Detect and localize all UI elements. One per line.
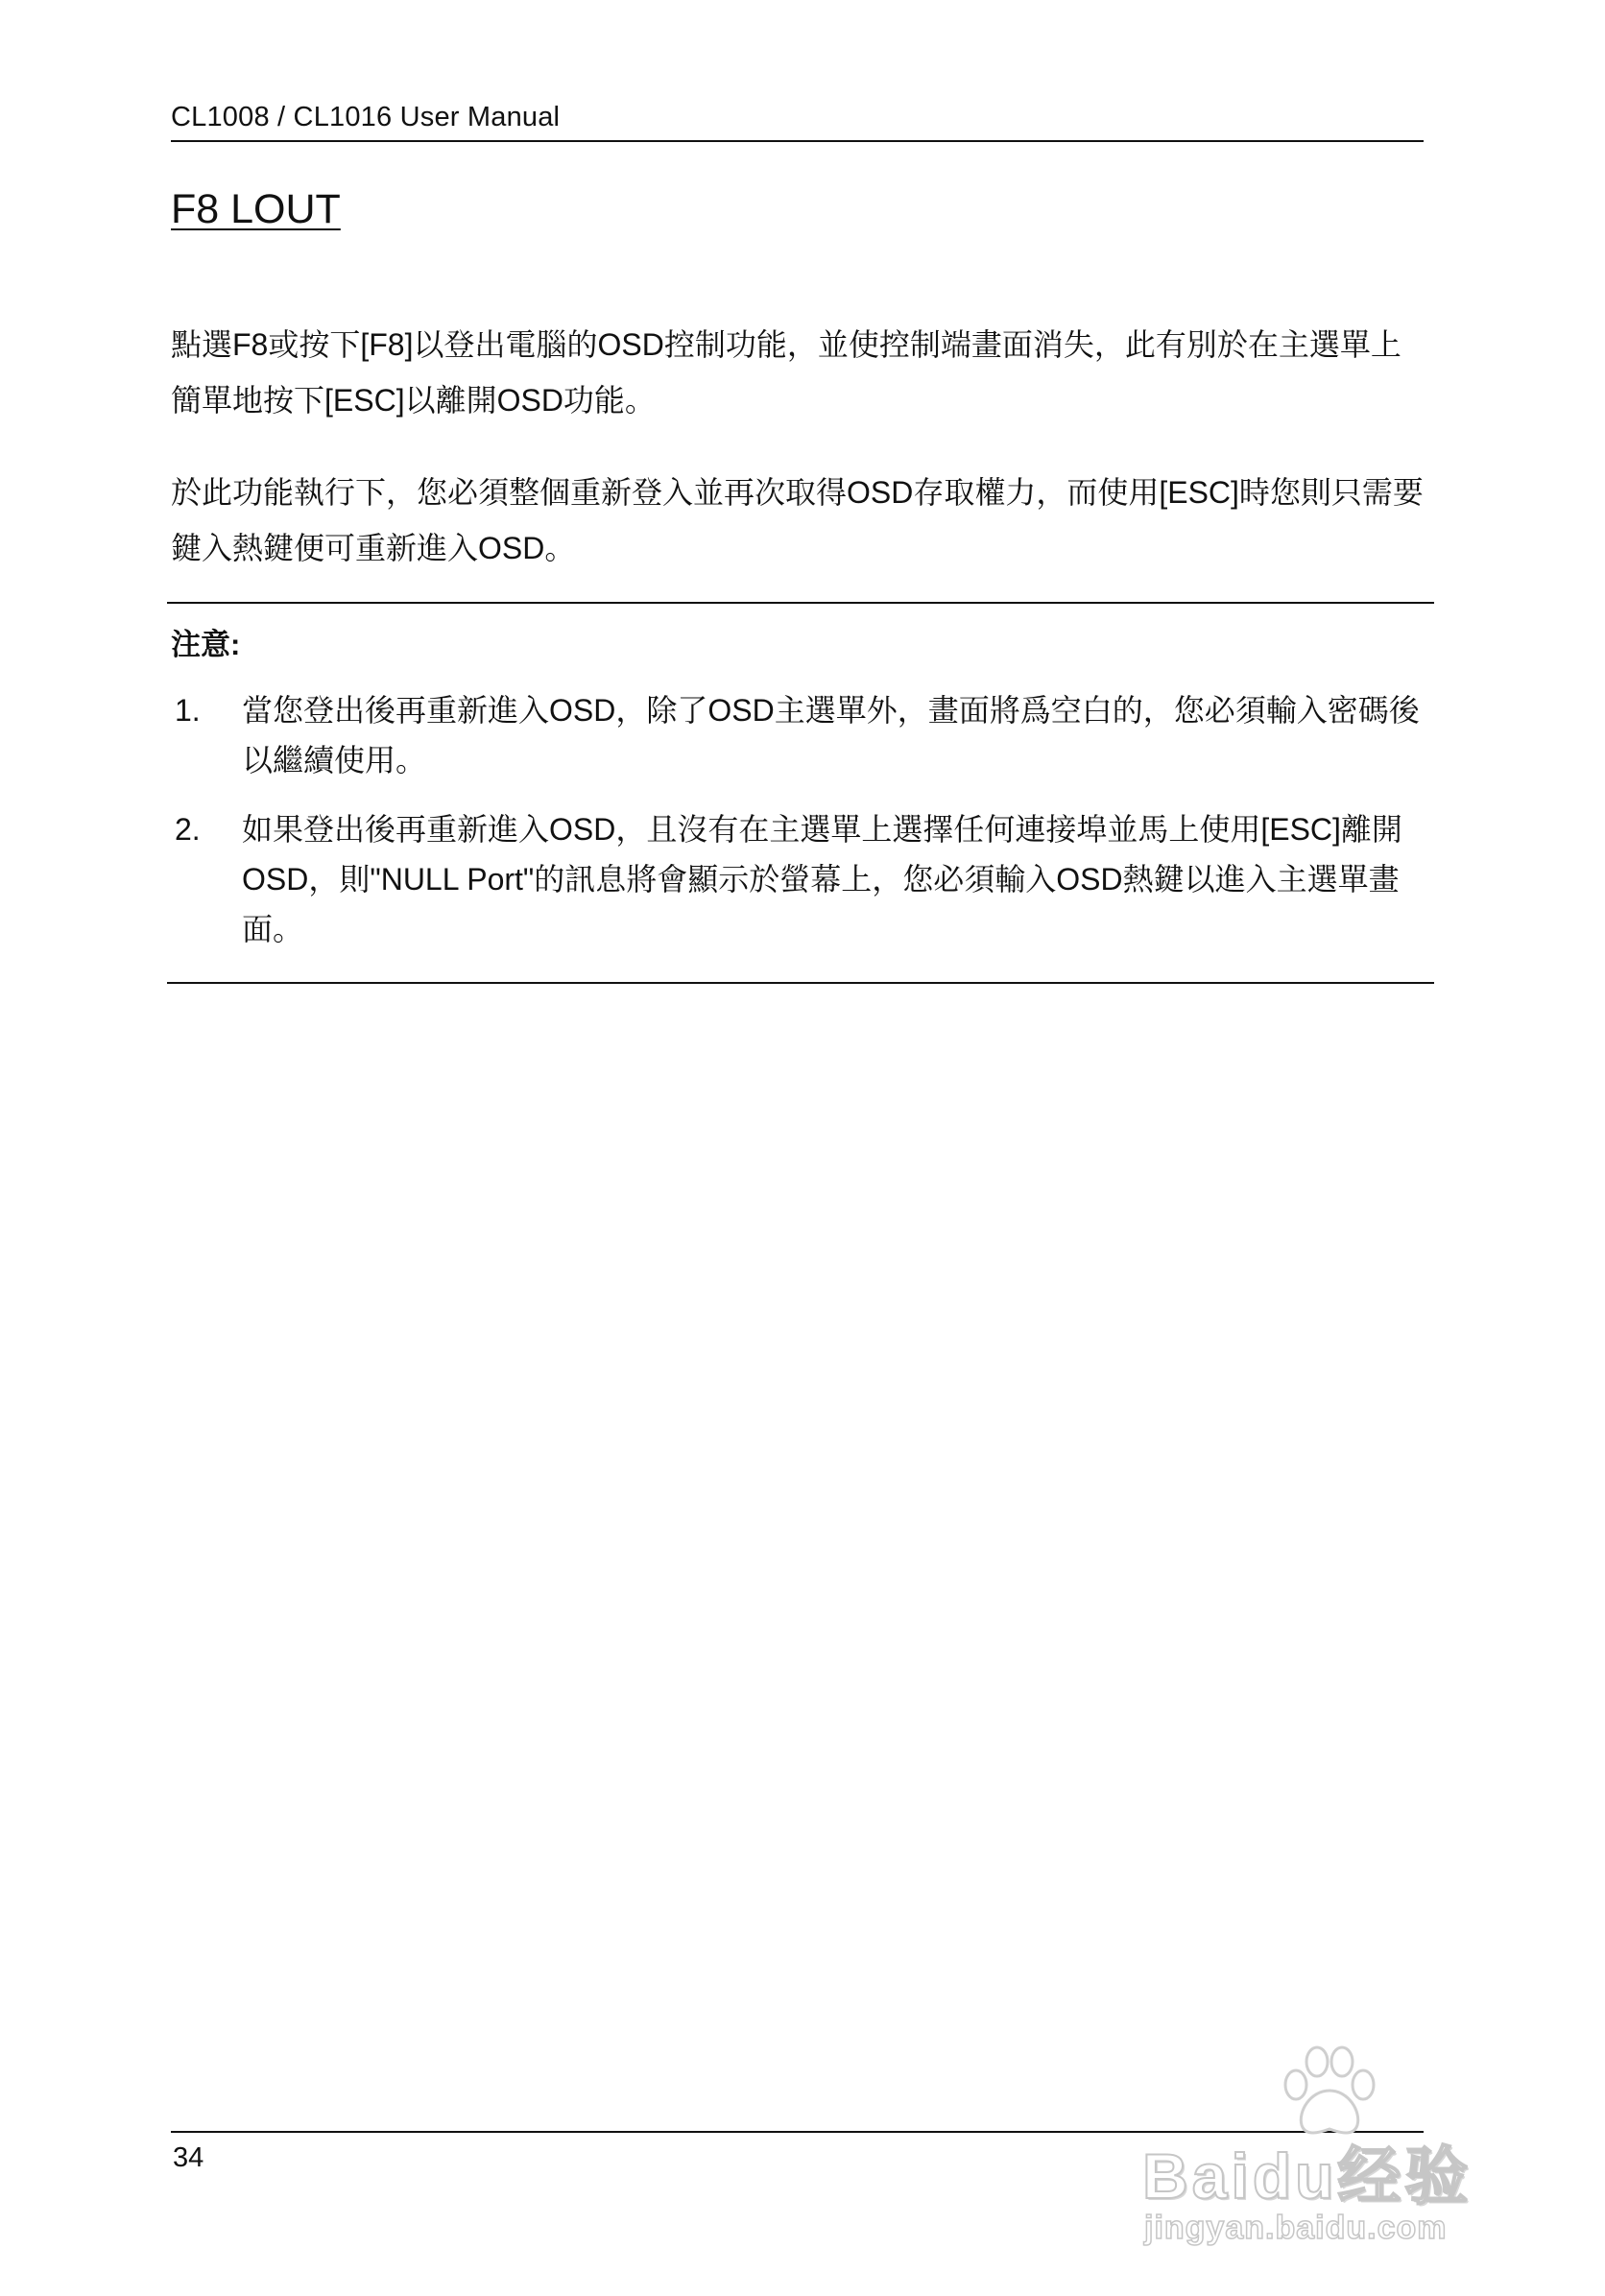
running-header: CL1008 / CL1016 User Manual [171, 102, 561, 132]
watermark-url: jingyan.baidu.com [1144, 2210, 1448, 2246]
header-divider [171, 140, 1424, 142]
note-item-text: 如果登出後再重新進入OSD，且沒有在主選單上選擇任何連接埠並馬上使用[ESC]離開OSD，則"NULL Port"的訊息將會顯示於螢幕上，您必須輸入OSD熱鍵以進入主選單畫面。 [242, 812, 1402, 946]
note-item-number: 2. [175, 812, 201, 847]
note-top-divider [167, 602, 1434, 604]
watermark-brand: Baidu经验 [1142, 2141, 1473, 2212]
body-paragraph: 點選F8或按下[F8]以登出電腦的OSD控制功能，並使控制端畫面消失，此有別於在主選單上簡單地按下[ESC]以離開OSD功能。 [171, 327, 1401, 418]
body-paragraph: 於此功能執行下，您必須整個重新登入並再次取得OSD存取權力，而使用[ESC]時您則只需要鍵入熱鍵便可重新進入OSD。 [171, 475, 1424, 565]
note-item [171, 685, 1434, 785]
note-bottom-divider [167, 982, 1434, 984]
footer-divider [171, 2131, 1424, 2133]
note-item-text: 當您登出後再重新進入OSD，除了OSD主選單外，畫面將爲空白的，您必須輸入密碼後以繼續使用。 [242, 693, 1420, 777]
note-item-number: 1. [175, 693, 201, 728]
section-title: F8 LOUT [171, 186, 341, 232]
baidu-watermark [1133, 2045, 1536, 2265]
note-heading: 注意: [171, 628, 241, 661]
page-number: 34 [173, 2142, 204, 2173]
note-item [171, 804, 1434, 954]
note-list [171, 685, 1434, 973]
